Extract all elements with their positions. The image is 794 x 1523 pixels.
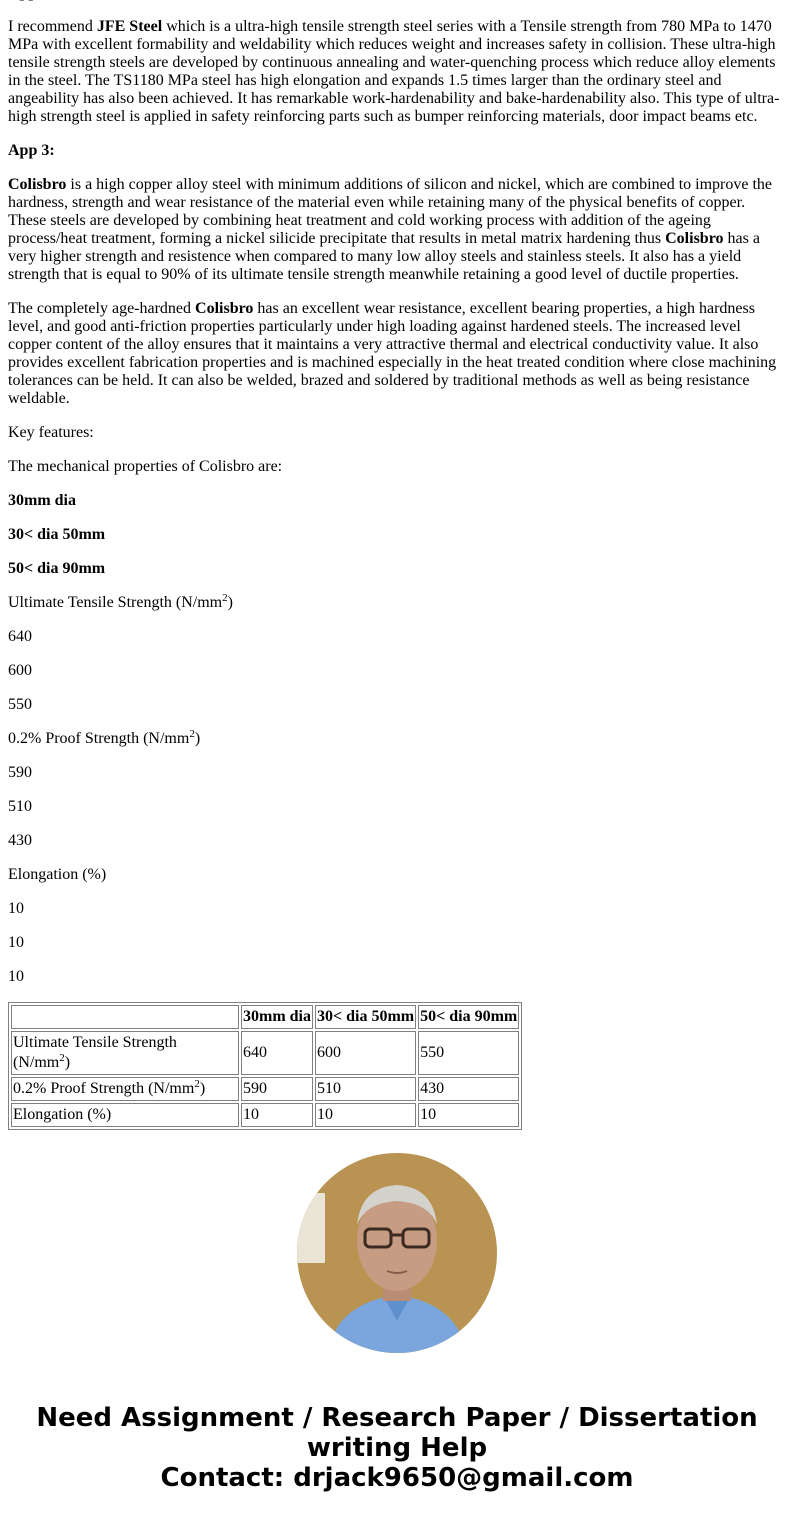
- table-cell: 10: [418, 1103, 519, 1127]
- table-cell: 10: [315, 1103, 416, 1127]
- table-row: [11, 1103, 519, 1127]
- app2-paragraph: I recommend JFE Steel which is a ultra-high tensile strength steel series with a Tensile strength from 780 MPa to 1470 MPa with excellent formability and weldability which reduces weight and increases safety in collision. These ultra-high tensile strength steels are developed by continuous annealing and water-quenching process which reduce alloy elements in the steel. The TS1180 MPa steel has high elongation and expands 1.5 times larger than the ordinary steel and angeability has also been achieved. It has remarkable work-hardenability and bake-hardenability also. This type of ultra-high strength steel is applied in safety reinforcing parts such as bumper reinforcing materials, door impact beams etc.: [8, 18, 780, 125]
- table-header-row: [11, 1005, 519, 1029]
- flat-ps-value-2: 510: [8, 798, 32, 815]
- table-header-cell: 30mm dia: [241, 1005, 313, 1029]
- flat-ps-value-1: 590: [8, 764, 32, 781]
- flat-ps-label: 0.2% Proof Strength $(N/mm^2)$: [8, 728, 201, 747]
- table-cell: 430: [418, 1077, 519, 1101]
- brand-colisbro: Colisbro: [665, 230, 724, 247]
- app3-heading: App 3:: [8, 142, 55, 159]
- flat-col-header-2: 30< dia 50mm: [8, 526, 106, 543]
- table-row-label: 0.2% Proof Strength $(N/mm^2)$: [11, 1077, 239, 1101]
- table-cell: 590: [241, 1077, 313, 1101]
- table-row: [11, 1077, 519, 1101]
- table-cell: 640: [241, 1031, 313, 1075]
- table-cell: 600: [315, 1031, 416, 1075]
- table-row: [11, 1031, 519, 1075]
- document-body: [8, 0, 784, 1130]
- table-header-cell: 30< dia 50mm: [315, 1005, 416, 1029]
- brand-colisbro: Colisbro: [195, 300, 254, 317]
- footer-banner: [0, 1403, 794, 1493]
- footer-line-2: writing Help: [306, 1433, 488, 1463]
- brand-colisbro: Colisbro: [8, 176, 67, 193]
- mechanical-properties-intro: The mechanical properties of Colisbro are:: [8, 458, 283, 475]
- table-header-cell: [11, 1005, 239, 1029]
- flat-ps-value-3: 430: [8, 832, 32, 849]
- key-features-label: Key features:: [8, 424, 94, 441]
- flat-uts-value-1: 640: [8, 628, 32, 645]
- flat-uts-label: Ultimate Tensile Strength $(N/mm^2)$: [8, 592, 233, 611]
- author-portrait-illustration: [297, 1153, 497, 1353]
- app3-paragraph-2: The completely age-hardned Colisbro has an excellent wear resistance, excellent bearing properties, a high hardness level, and good anti-friction properties particularly under high loading against hardened steels. The increased level copper content of the alloy ensures that it maintains a very attractive thermal and electrical conductivity value. It also provides excellent fabrication properties and is machined especially in the heat treated condition where close machining tolerances can be held. It can also be welded, brazed and soldered by traditional methods as well as being resistance weldable.: [8, 300, 777, 407]
- footer-line-1: Need Assignment / Research Paper / Dissertation: [36, 1403, 758, 1433]
- brand-jfe-steel: JFE Steel: [96, 18, 163, 35]
- mechanical-properties-table: [8, 1002, 522, 1130]
- flat-el-value-2: 10: [8, 934, 24, 951]
- flat-col-header-3: 50< dia 90mm: [8, 560, 106, 577]
- table-row-label: Ultimate Tensile Strength $(N/mm^2)$: [11, 1031, 239, 1075]
- flat-col-header-1: 30mm dia: [8, 492, 76, 509]
- flat-el-value-1: 10: [8, 900, 24, 917]
- app2-heading: [8, 0, 784, 2]
- wall-switch-panel: [297, 1193, 325, 1263]
- flat-el-value-3: 10: [8, 968, 24, 985]
- table-cell: 10: [241, 1103, 313, 1127]
- author-avatar: [297, 1153, 497, 1353]
- table-header-cell: 50< dia 90mm: [418, 1005, 519, 1029]
- flat-uts-value-2: 600: [8, 662, 32, 679]
- table-cell: 510: [315, 1077, 416, 1101]
- flat-el-label: Elongation (%): [8, 866, 107, 883]
- table-cell: 550: [418, 1031, 519, 1075]
- app3-paragraph-1: Colisbro is a high copper alloy steel with minimum additions of silicon and nickel, which are combined to improve the hardness, strength and wear resistance of the material even while retaining many of the physical benefits of copper. These steels are developed by combining heat treatment and cold working process with addition of the ageing process/heat treatment, forming a nickel silicide precipitate that results in metal matrix hardening thus Colisbro has a very higher strength and resistence when compared to many low alloy steels and stainless steels. It also has a yield strength that is equal to 90% of its ultimate tensile strength meanwhile retaining a good level of ductile properties.: [8, 176, 773, 283]
- table-row-label: Elongation (%): [11, 1103, 239, 1127]
- flat-uts-value-3: 550: [8, 696, 32, 713]
- footer-contact-line: Contact: drjack9650@gmail.com: [160, 1463, 634, 1493]
